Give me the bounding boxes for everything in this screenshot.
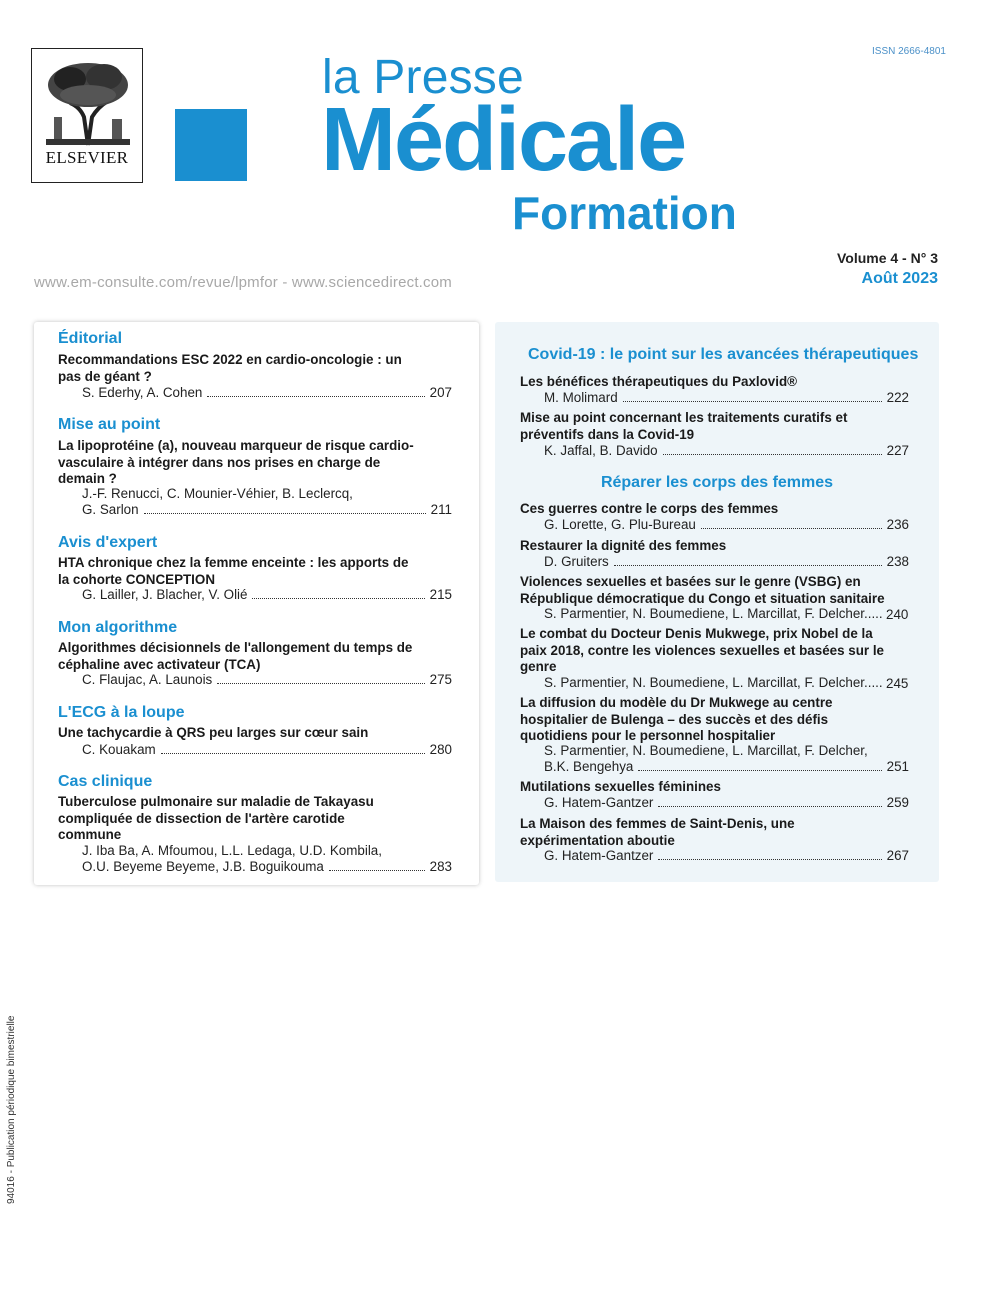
- title-la-presse: la Presse: [322, 51, 524, 104]
- article-title: Algorithmes décisionnels de l'allongement du temps de céphaline avec activateur (TCA): [58, 640, 413, 672]
- section-heading: L'ECG à la loupe: [58, 704, 185, 721]
- article-authors: S. Parmentier, N. Boumediene, L. Marcillat, F. Delcher.....: [544, 675, 883, 690]
- article-title: HTA chronique chez la femme enceinte : les apports de la cohorte CONCEPTION: [58, 555, 409, 587]
- article-title: Le combat du Docteur Denis Mukwege, prix Nobel de la paix 2018, contre les violences sexuelles et basées sur le genre: [520, 626, 884, 674]
- section-heading: Mon algorithme: [58, 619, 178, 636]
- article-title: Une tachycardie à QRS peu larges sur cœur sain: [58, 725, 369, 740]
- article-title: La lipoprotéine (a), nouveau marqueur de risque cardio-vasculaire à intégrer dans nos prises en charge de demain ?: [58, 438, 414, 486]
- page-number: 245: [886, 676, 909, 691]
- article-title: Recommandations ESC 2022 en cardio-oncologie : un pas de géant ?: [58, 352, 402, 384]
- brand-square: [175, 109, 247, 181]
- article-title: Restaurer la dignité des femmes: [520, 538, 727, 553]
- article-authors: G. Lorette, G. Plu-Bureau 236: [544, 517, 909, 532]
- article-authors: O.U. Beyeme Beyeme, J.B. Boguikouma 283: [82, 859, 452, 874]
- article-authors: D. Gruiters 238: [544, 554, 909, 569]
- article-authors: G. Lailler, J. Blacher, V. Olié 215: [82, 587, 452, 602]
- elsevier-logo: [31, 48, 143, 183]
- issue-date: Août 2023: [861, 270, 938, 287]
- article-title: La Maison des femmes de Saint-Denis, une expérimentation aboutie: [520, 816, 795, 848]
- section-heading: Mise au point: [58, 416, 161, 433]
- website-urls: www.em-consulte.com/revue/lpmfor - www.sciencedirect.com: [34, 274, 452, 291]
- article-title: Tuberculose pulmonaire sur maladie de Takayasu compliquée de dissection de l'artère carotide commune: [58, 794, 374, 842]
- volume-number: Volume 4 - N° 3: [836, 250, 938, 266]
- article-title: Mutilations sexuelles féminines: [520, 779, 721, 794]
- section-heading: Réparer les corps des femmes: [600, 474, 834, 491]
- article-authors: K. Jaffal, B. Davido 227: [544, 443, 909, 458]
- article-title: Ces guerres contre le corps des femmes: [520, 501, 779, 516]
- article-authors: G. Hatem-Gantzer 267: [544, 848, 909, 863]
- article-authors: S. Parmentier, N. Boumediene, L. Marcillat, F. Delcher.....: [544, 606, 883, 621]
- article-authors: S. Ederhy, A. Cohen 207: [82, 385, 452, 400]
- article-authors: G. Sarlon 211: [82, 502, 452, 517]
- article-authors: C. Flaujac, A. Launois 275: [82, 672, 452, 687]
- issn: ISSN 2666-4801: [872, 46, 946, 57]
- periodical-notice: 94016 - Publication périodique bimestrielle: [6, 1015, 17, 1204]
- article-authors: C. Kouakam 280: [82, 742, 452, 757]
- article-authors: B.K. Bengehya 251: [544, 759, 909, 774]
- article-authors: J.-F. Renucci, C. Mounier-Véhier, B. Leclercq,: [82, 486, 353, 501]
- article-authors: M. Molimard 222: [544, 390, 909, 405]
- article-title: La diffusion du modèle du Dr Mukwege au centre hospitalier de Bulenga – des succès et des défis quotidiens pour le personnel hospitalier: [520, 695, 833, 743]
- section-heading: Avis d'expert: [58, 534, 158, 551]
- article-title: Les bénéfices thérapeutiques du Paxlovid®: [520, 374, 798, 389]
- page-number: 240: [886, 607, 909, 622]
- tree-icon: [40, 57, 136, 149]
- article-title: Violences sexuelles et basées sur le genre (VSBG) en République démocratique du Congo et situation sanitaire: [520, 574, 885, 606]
- toc-right-panel: [495, 322, 939, 882]
- article-authors: G. Hatem-Gantzer 259: [544, 795, 909, 810]
- section-heading: Éditorial: [58, 330, 123, 347]
- section-heading: Covid-19 : le point sur les avancées thérapeutiques: [528, 346, 919, 363]
- title-formation: Formation: [512, 187, 737, 239]
- elsevier-wordmark: ELSEVIER: [45, 148, 129, 167]
- article-authors: S. Parmentier, N. Boumediene, L. Marcillat, F. Delcher,: [544, 743, 868, 758]
- article-title: Mise au point concernant les traitements curatifs et préventifs dans la Covid-19: [520, 410, 848, 442]
- title-medicale: Médicale: [321, 90, 686, 190]
- toc-left-panel: [34, 322, 479, 885]
- article-authors: J. Iba Ba, A. Mfoumou, L.L. Ledaga, U.D. Kombila,: [82, 843, 382, 858]
- section-heading: Cas clinique: [58, 773, 153, 790]
